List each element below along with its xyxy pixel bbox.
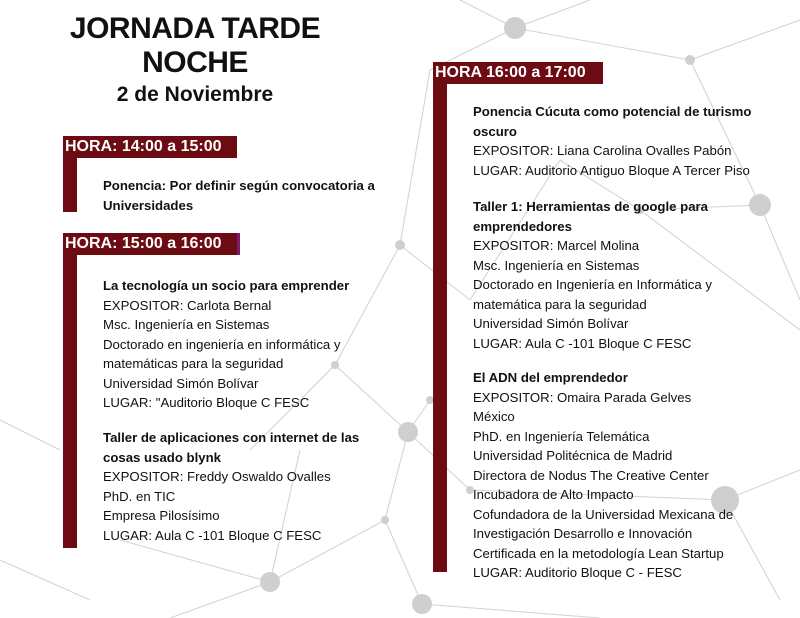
hour-label-15: HORA: 15:00 a 16:00 (63, 233, 240, 255)
session-detail: LUGAR: Aula C -101 Bloque C FESC (103, 527, 322, 543)
session-detail: Investigación Desarrollo e Innovación (473, 526, 693, 541)
session-detail: México (473, 409, 515, 424)
session-detail: Universidad Simón Bolívar (103, 375, 259, 391)
session-detail: Doctorado en Ingeniería en Informática y (473, 277, 712, 292)
session-detail: Doctorado en ingeniería en informática y (103, 336, 341, 352)
session-title: El ADN del emprendedor (473, 370, 628, 385)
timeline-bar (433, 84, 447, 572)
timeline-bar (63, 158, 77, 212)
session-detail: EXPOSITOR: Freddy Oswaldo Ovalles (103, 469, 331, 484)
event-title (40, 12, 350, 108)
session-ponencia-universidades (103, 176, 375, 215)
title-line-2: NOCHE (142, 46, 248, 79)
session-detail: LUGAR: Aula C -101 Bloque C FESC (473, 335, 692, 351)
timeline-bar (63, 255, 77, 548)
session-detail: Certificada en la metodología Lean Startup (473, 545, 724, 561)
session-taller-blynk (103, 428, 359, 545)
session-title: Taller 1: Herramientas de google para (473, 199, 709, 214)
session-detail: EXPOSITOR: Liana Carolina Ovalles Pabón (473, 143, 732, 158)
session-title: Ponencia Cúcuta como potencial de turismo (473, 104, 752, 119)
session-detail: Universidad Politécnica de Madrid (473, 448, 673, 463)
hour-label-16: HORA 16:00 a 17:00 (433, 62, 603, 84)
session-title: emprendedores (473, 218, 572, 234)
session-detail: EXPOSITOR: Carlota Bernal (103, 297, 272, 313)
session-tecnologia-socio (103, 276, 349, 413)
session-detail: Msc. Ingeniería en Sistemas (473, 257, 640, 273)
hour-label-14: HORA: 14:00 a 15:00 (63, 136, 237, 158)
session-title: cosas usado blynk (103, 449, 221, 465)
session-detail: PhD. en TIC (103, 488, 176, 504)
session-cucuta-turismo (473, 102, 751, 180)
session-detail: matemáticas para la seguridad (103, 356, 284, 371)
session-detail: Empresa Pilosísimo (103, 508, 220, 523)
session-detail: LUGAR: Auditorio Bloque C - FESC (473, 565, 682, 580)
session-detail: matemática para la seguridad (473, 296, 647, 312)
session-detail: Incubadora de Alto Impacto (473, 487, 634, 502)
session-title: Ponencia: Por definir según convocatoria a (103, 178, 375, 193)
session-detail: EXPOSITOR: Marcel Molina (473, 238, 640, 253)
session-title: oscuro (473, 123, 517, 139)
session-title: La tecnología un socio para emprender (103, 278, 350, 293)
session-detail: LUGAR: "Auditorio Bloque C FESC (103, 395, 310, 410)
session-title: Universidades (103, 197, 194, 213)
session-detail: Universidad Simón Bolívar (473, 316, 629, 331)
session-detail: Directora de Nodus The Creative Center (473, 467, 709, 483)
session-detail: EXPOSITOR: Omaira Parada Gelves (473, 389, 692, 405)
session-taller-google (473, 197, 712, 353)
session-detail: Msc. Ingeniería en Sistemas (103, 317, 270, 332)
session-detail: Cofundadora de la Universidad Mexicana de (473, 506, 734, 522)
title-line-1: JORNADA TARDE (69, 12, 321, 45)
session-adn-emprendedor (473, 368, 733, 583)
session-title: Taller de aplicaciones con internet de las (103, 430, 360, 445)
session-detail: PhD. en Ingeniería Telemática (473, 428, 650, 444)
event-date: 2 de Noviembre (116, 83, 274, 106)
session-detail: LUGAR: Auditorio Antiguo Bloque A Tercer Piso (473, 162, 750, 178)
